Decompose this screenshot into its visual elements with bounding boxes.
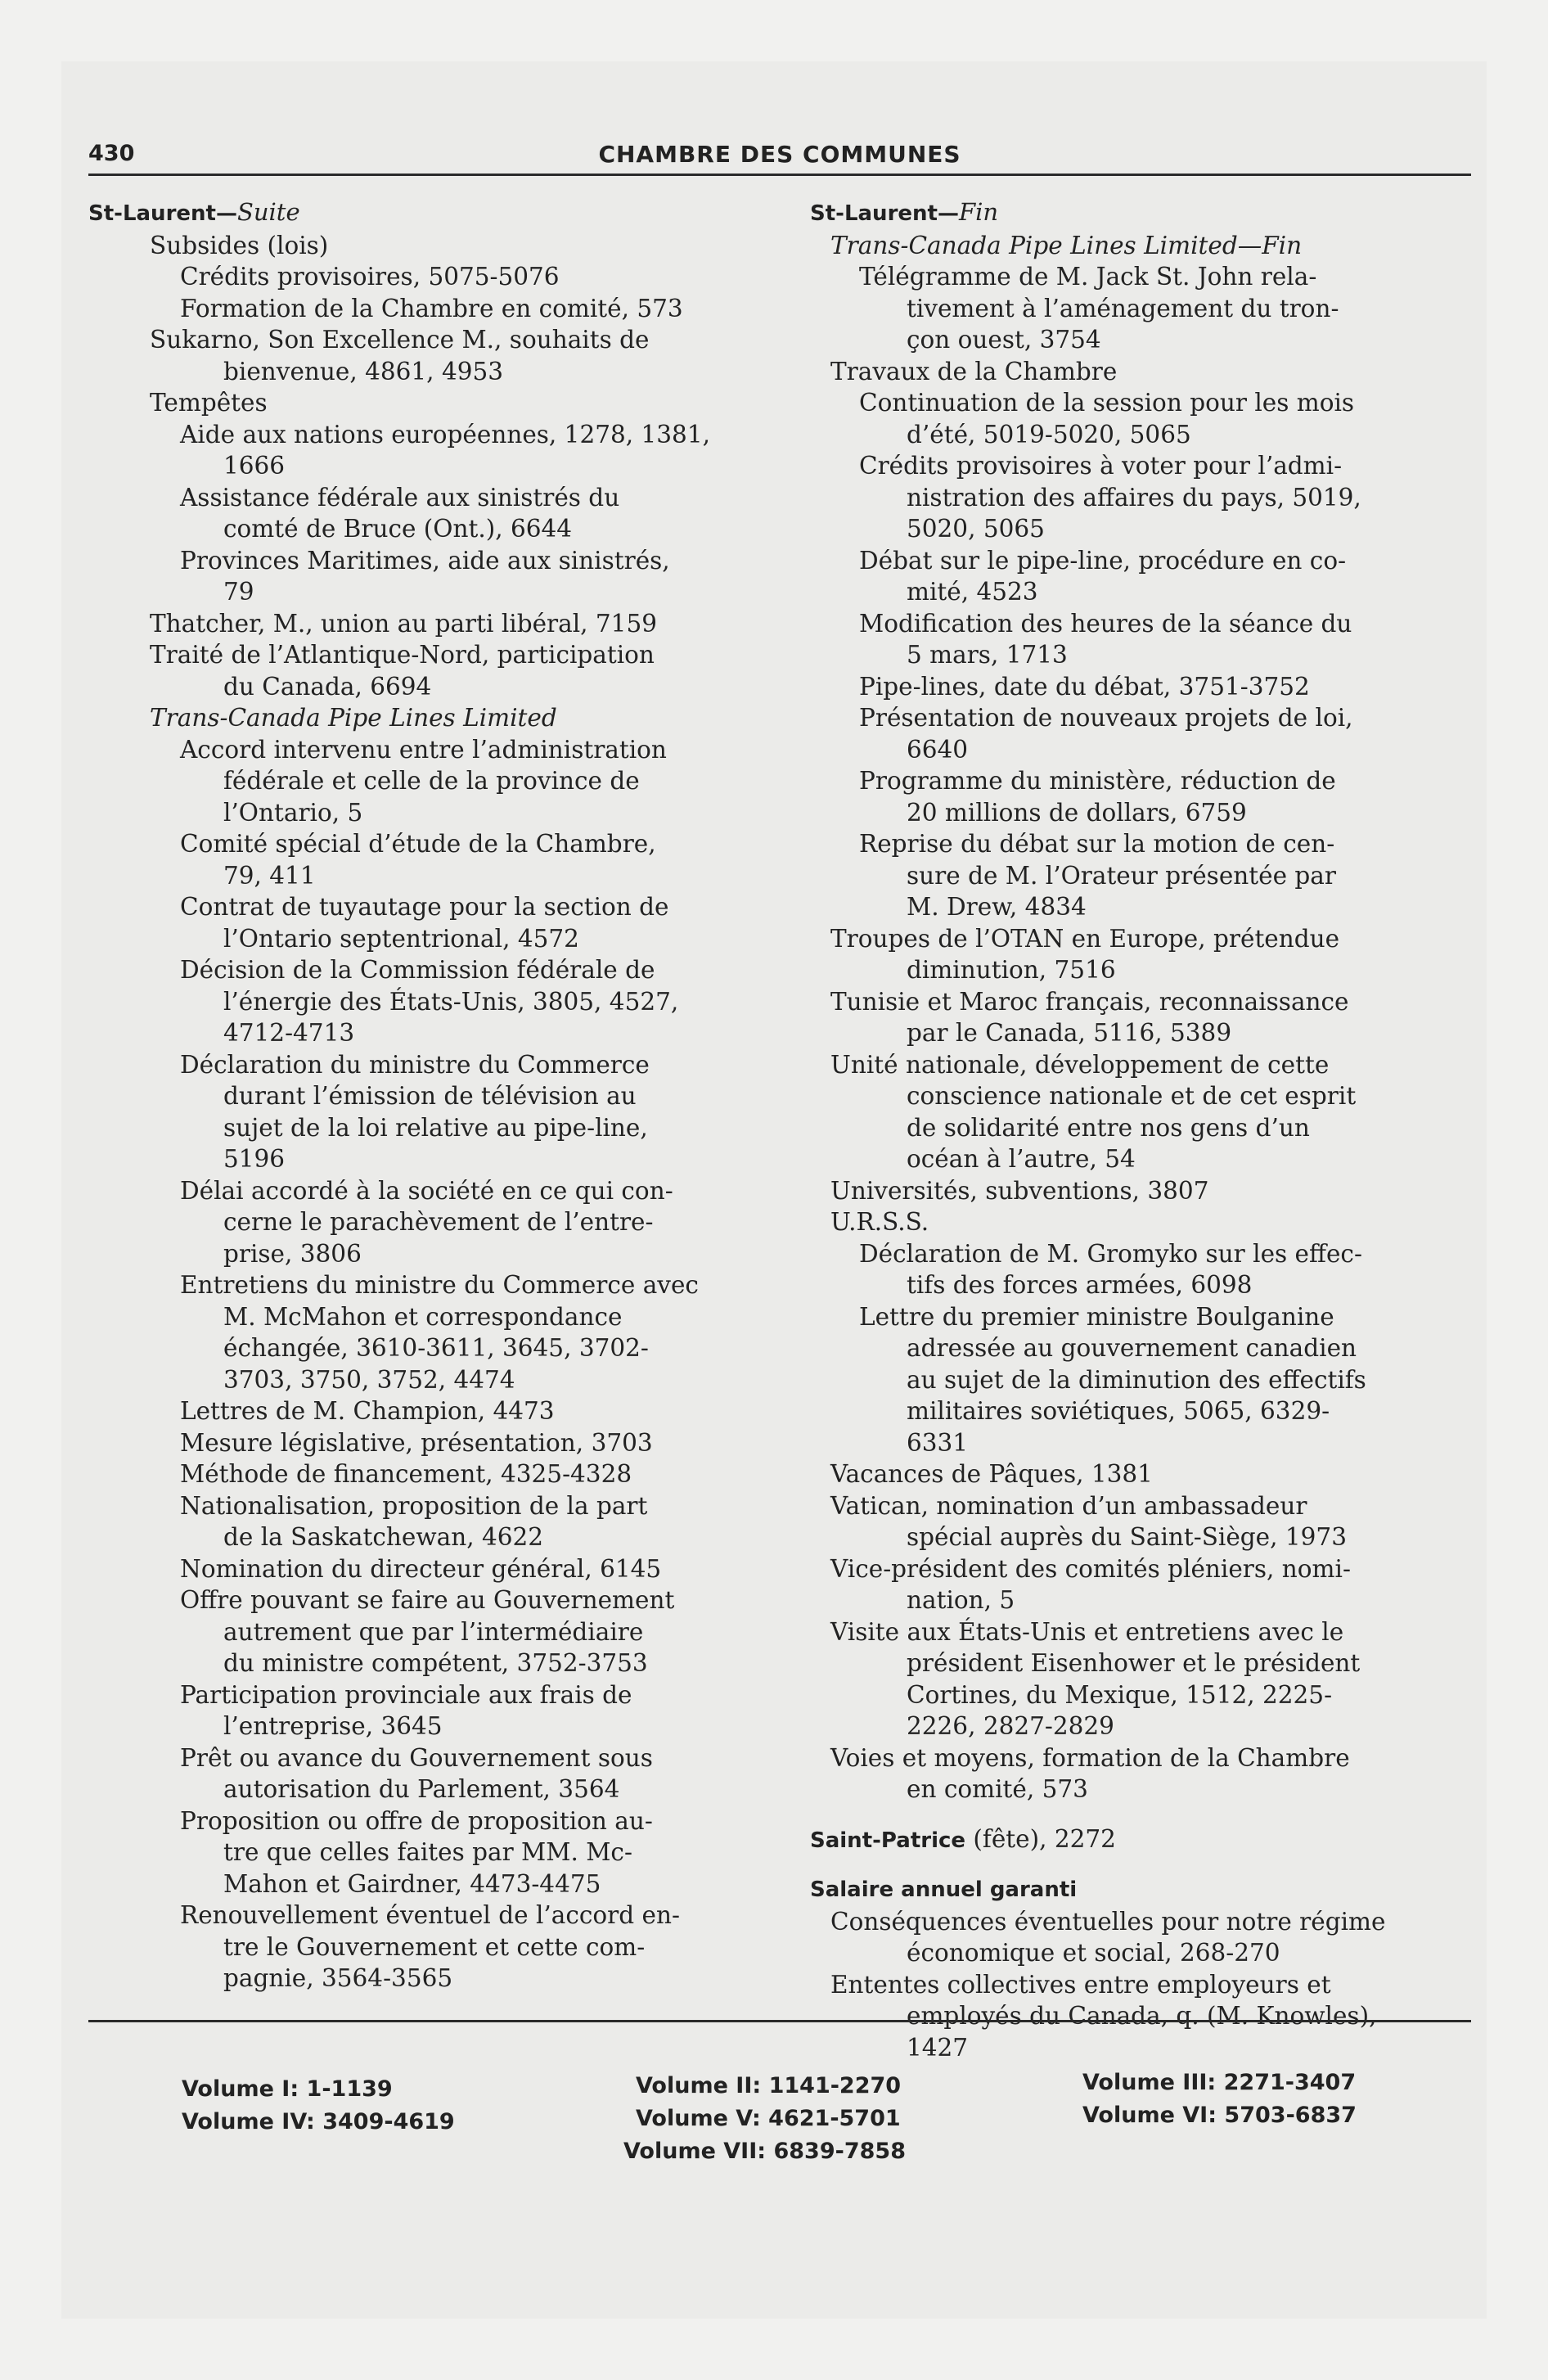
index-line: 4712-4713 [223,1019,355,1047]
entry-heading: Salaire annuel garanti [810,1877,1078,1902]
index-line: de la Saskatchewan, 4622 [223,1523,544,1551]
index-line: du ministre compétent, 3752-3753 [223,1649,648,1677]
index-line: Comité spécial d’étude de la Chambre, [180,830,656,858]
index-line: Participation provinciale aux frais de [180,1680,632,1709]
index-line: Mesure législative, présentation, 3703 [180,1428,653,1457]
left-column [88,196,718,1995]
index-line: çon ouest, 3754 [907,326,1101,354]
index-line: l’énergie des États-Unis, 3805, 4527, [223,987,679,1016]
index-line: diminution, 7516 [907,956,1116,984]
page-title: CHAMBRE DES COMMUNES [598,141,961,168]
entry-heading [810,196,1471,230]
index-line: Conséquences éventuelles pour notre régime [830,1907,1386,1936]
index-line: 79, 411 [223,861,316,890]
index-line: Proposition ou offre de proposition au- [180,1806,653,1835]
index-line: président Eisenhower et le président [907,1649,1361,1677]
index-line: tre le Gouvernement et cette com- [223,1932,646,1961]
index-line: Thatcher, M., union au parti libéral, 7159 [150,609,657,638]
entry-heading [88,196,718,230]
index-line: économique et social, 268-270 [907,1939,1280,1967]
index-line: nistration des affaires du pays, 5019, [907,483,1361,512]
entry-saint-patrice [810,1823,1471,1857]
running-head [88,141,1471,176]
index-line: Continuation de la session pour les mois [859,389,1355,417]
entry-reference: (fête), 2272 [965,1824,1116,1853]
index-line: par le Canada, 5116, 5389 [907,1019,1232,1047]
volume-label: Volume IV: 3409-4619 [182,2109,455,2134]
index-line: de solidarité entre nos gens d’un [907,1113,1310,1142]
index-line: 2226, 2827-2829 [907,1712,1114,1740]
index-line: 5 mars, 1713 [907,641,1068,669]
index-line: Renouvellement éventuel de l’accord en- [180,1901,680,1929]
index-line: en comité, 573 [907,1775,1088,1803]
index-line: conscience nationale et de cet esprit [907,1082,1357,1110]
index-line: 20 millions de dollars, 6759 [907,798,1247,827]
right-column [810,196,1471,2063]
index-line: Crédits provisoires à voter pour l’admi- [859,452,1343,480]
index-line: 1666 [223,452,286,480]
index-line: tre que celles faites par MM. Mc- [223,1838,632,1866]
index-subheading: Trans-Canada Pipe Lines Limited [150,704,557,732]
heading-continuation: Suite [236,198,300,226]
index-line: M. McMahon et correspondance [223,1302,623,1331]
page-number: 430 [88,141,135,166]
volume-label: Volume VII: 6839-7858 [623,2139,906,2164]
index-line: Crédits provisoires, 5075-5076 [180,263,560,291]
index-line: Déclaration de M. Gromyko sur les effec- [859,1239,1362,1268]
index-line: Vatican, nomination d’un ambassadeur [830,1491,1307,1520]
index-line: Ententes collectives entre employeurs et [830,1970,1331,1999]
index-line: prise, 3806 [223,1239,362,1268]
index-line: Prêt ou avance du Gouvernement sous [180,1743,653,1772]
index-line: autorisation du Parlement, 3564 [223,1775,620,1803]
index-line: Aide aux nations européennes, 1278, 1381, [180,420,710,449]
index-line: Modification des heures de la séance du [859,609,1352,638]
index-line: spécial auprès du Saint-Siège, 1973 [907,1523,1347,1551]
index-line: Méthode de financement, 4325-4328 [180,1460,632,1488]
volume-label: Volume I: 1-1139 [182,2076,393,2102]
index-line: Assistance fédérale aux sinistrés du [180,483,620,512]
index-line: Voies et moyens, formation de la Chambre [830,1743,1350,1772]
index-line: Unité nationale, développement de cette [830,1050,1330,1079]
index-line: U.R.S.S. [830,1208,929,1236]
index-line: Entretiens du ministre du Commerce avec [180,1271,699,1299]
index-line: Nomination du directeur général, 6145 [180,1554,662,1583]
volume-label: Volume V: 4621-5701 [636,2106,901,2131]
index-line: 1427 [907,2033,969,2062]
index-line: Tunisie et Maroc français, reconnaissance [830,987,1349,1016]
index-line: l’entreprise, 3645 [223,1712,443,1740]
index-line: Programme du ministère, réduction de [859,767,1336,795]
index-line: Contrat de tuyautage pour la section de [180,893,669,921]
index-line: l’Ontario, 5 [223,798,363,827]
index-line: sure de M. l’Orateur présentée par [907,861,1336,890]
index-line: 5020, 5065 [907,515,1045,543]
index-line: Délai accordé à la société en ce qui con- [180,1176,673,1205]
index-line: Traité de l’Atlantique-Nord, participation [150,641,655,669]
index-line: Travaux de la Chambre [830,357,1118,385]
index-line: militaires soviétiques, 5065, 6329- [907,1397,1330,1425]
index-line: tifs des forces armées, 6098 [907,1271,1253,1299]
index-line: 79 [223,578,254,606]
volume-label: Volume III: 2271-3407 [1082,2070,1357,2095]
index-line: Troupes de l’OTAN en Europe, prétendue [830,924,1340,953]
index-line: Cortines, du Mexique, 1512, 2225- [907,1680,1333,1709]
index-line: adressée au gouvernement canadien [907,1334,1357,1362]
index-line: M. Drew, 4834 [907,893,1087,921]
index-line: Vice-président des comités pléniers, nomi- [830,1554,1351,1583]
index-line: Nationalisation, proposition de la part [180,1491,648,1520]
index-line: nation, 5 [907,1586,1015,1614]
index-line: Présentation de nouveaux projets de loi, [859,704,1353,732]
index-line: Lettres de M. Champion, 4473 [180,1397,555,1425]
index-line: du Canada, 6694 [223,672,432,701]
index-line: Mahon et Gairdner, 4473-4475 [223,1869,601,1898]
index-line: fédérale et celle de la province de [223,767,640,795]
index-line: Tempêtes [150,389,268,417]
index-line: Sukarno, Son Excellence M., souhaits de [150,326,650,354]
index-line: Télégramme de M. Jack St. John rela- [859,263,1317,291]
index-line: autrement que par l’intermédiaire [223,1617,644,1646]
index-line: durant l’émission de télévision au [223,1082,637,1110]
index-line: Lettre du premier ministre Boulganine [859,1302,1334,1331]
heading-text: St-Laurent— [810,201,959,226]
volume-label: Volume II: 1141-2270 [636,2073,902,2098]
index-line: Universités, subventions, 3807 [830,1176,1209,1205]
index-line: Pipe-lines, date du débat, 3751-3752 [859,672,1310,701]
index-line: Formation de la Chambre en comité, 573 [180,294,683,322]
index-line: tivement à l’aménagement du tron- [907,294,1339,322]
index-line: bienvenue, 4861, 4953 [223,357,504,385]
index-line: Accord intervenu entre l’administration [180,735,667,764]
heading-continuation: Fin [958,198,999,226]
index-line: comté de Bruce (Ont.), 6644 [223,515,573,543]
index-line: échangée, 3610-3611, 3645, 3702- [223,1334,649,1362]
footer-rule [88,2020,1471,2022]
index-line: 6331 [907,1428,969,1457]
index-line: Subsides (lois) [150,231,329,259]
index-line: 6640 [907,735,969,764]
heading-text: Saint-Patrice [810,1828,966,1853]
index-line: Vacances de Pâques, 1381 [830,1460,1153,1488]
index-line: d’été, 5019-5020, 5065 [907,420,1191,449]
volume-label: Volume VI: 5703-6837 [1082,2103,1357,2128]
heading-text: St-Laurent— [88,201,237,226]
index-line: sujet de la loi relative au pipe-line, [223,1113,648,1142]
index-line: cerne le parachèvement de l’entre- [223,1208,654,1236]
index-line: Offre pouvant se faire au Gouvernement [180,1586,675,1614]
index-line: 5196 [223,1145,286,1173]
index-line: Décision de la Commission fédérale de [180,956,655,984]
index-line: océan à l’autre, 54 [907,1145,1136,1173]
index-subheading: Trans-Canada Pipe Lines Limited—Fin [830,231,1303,259]
index-line: mité, 4523 [907,578,1038,606]
index-line: Visite aux États-Unis et entretiens avec le [830,1617,1344,1646]
index-line: Reprise du débat sur la motion de cen- [859,830,1335,858]
index-line: Débat sur le pipe-line, procédure en co- [859,546,1347,575]
index-line: 3703, 3750, 3752, 4474 [223,1365,515,1394]
index-line: au sujet de la diminution des effectifs [907,1365,1366,1394]
index-line: Déclaration du ministre du Commerce [180,1050,650,1079]
index-line: employés du Canada, q. (M. Knowles), [907,2002,1377,2030]
index-line: pagnie, 3564-3565 [223,1964,453,1992]
index-line: l’Ontario septentrional, 4572 [223,924,579,953]
index-line: Provinces Maritimes, aide aux sinistrés, [180,546,670,575]
